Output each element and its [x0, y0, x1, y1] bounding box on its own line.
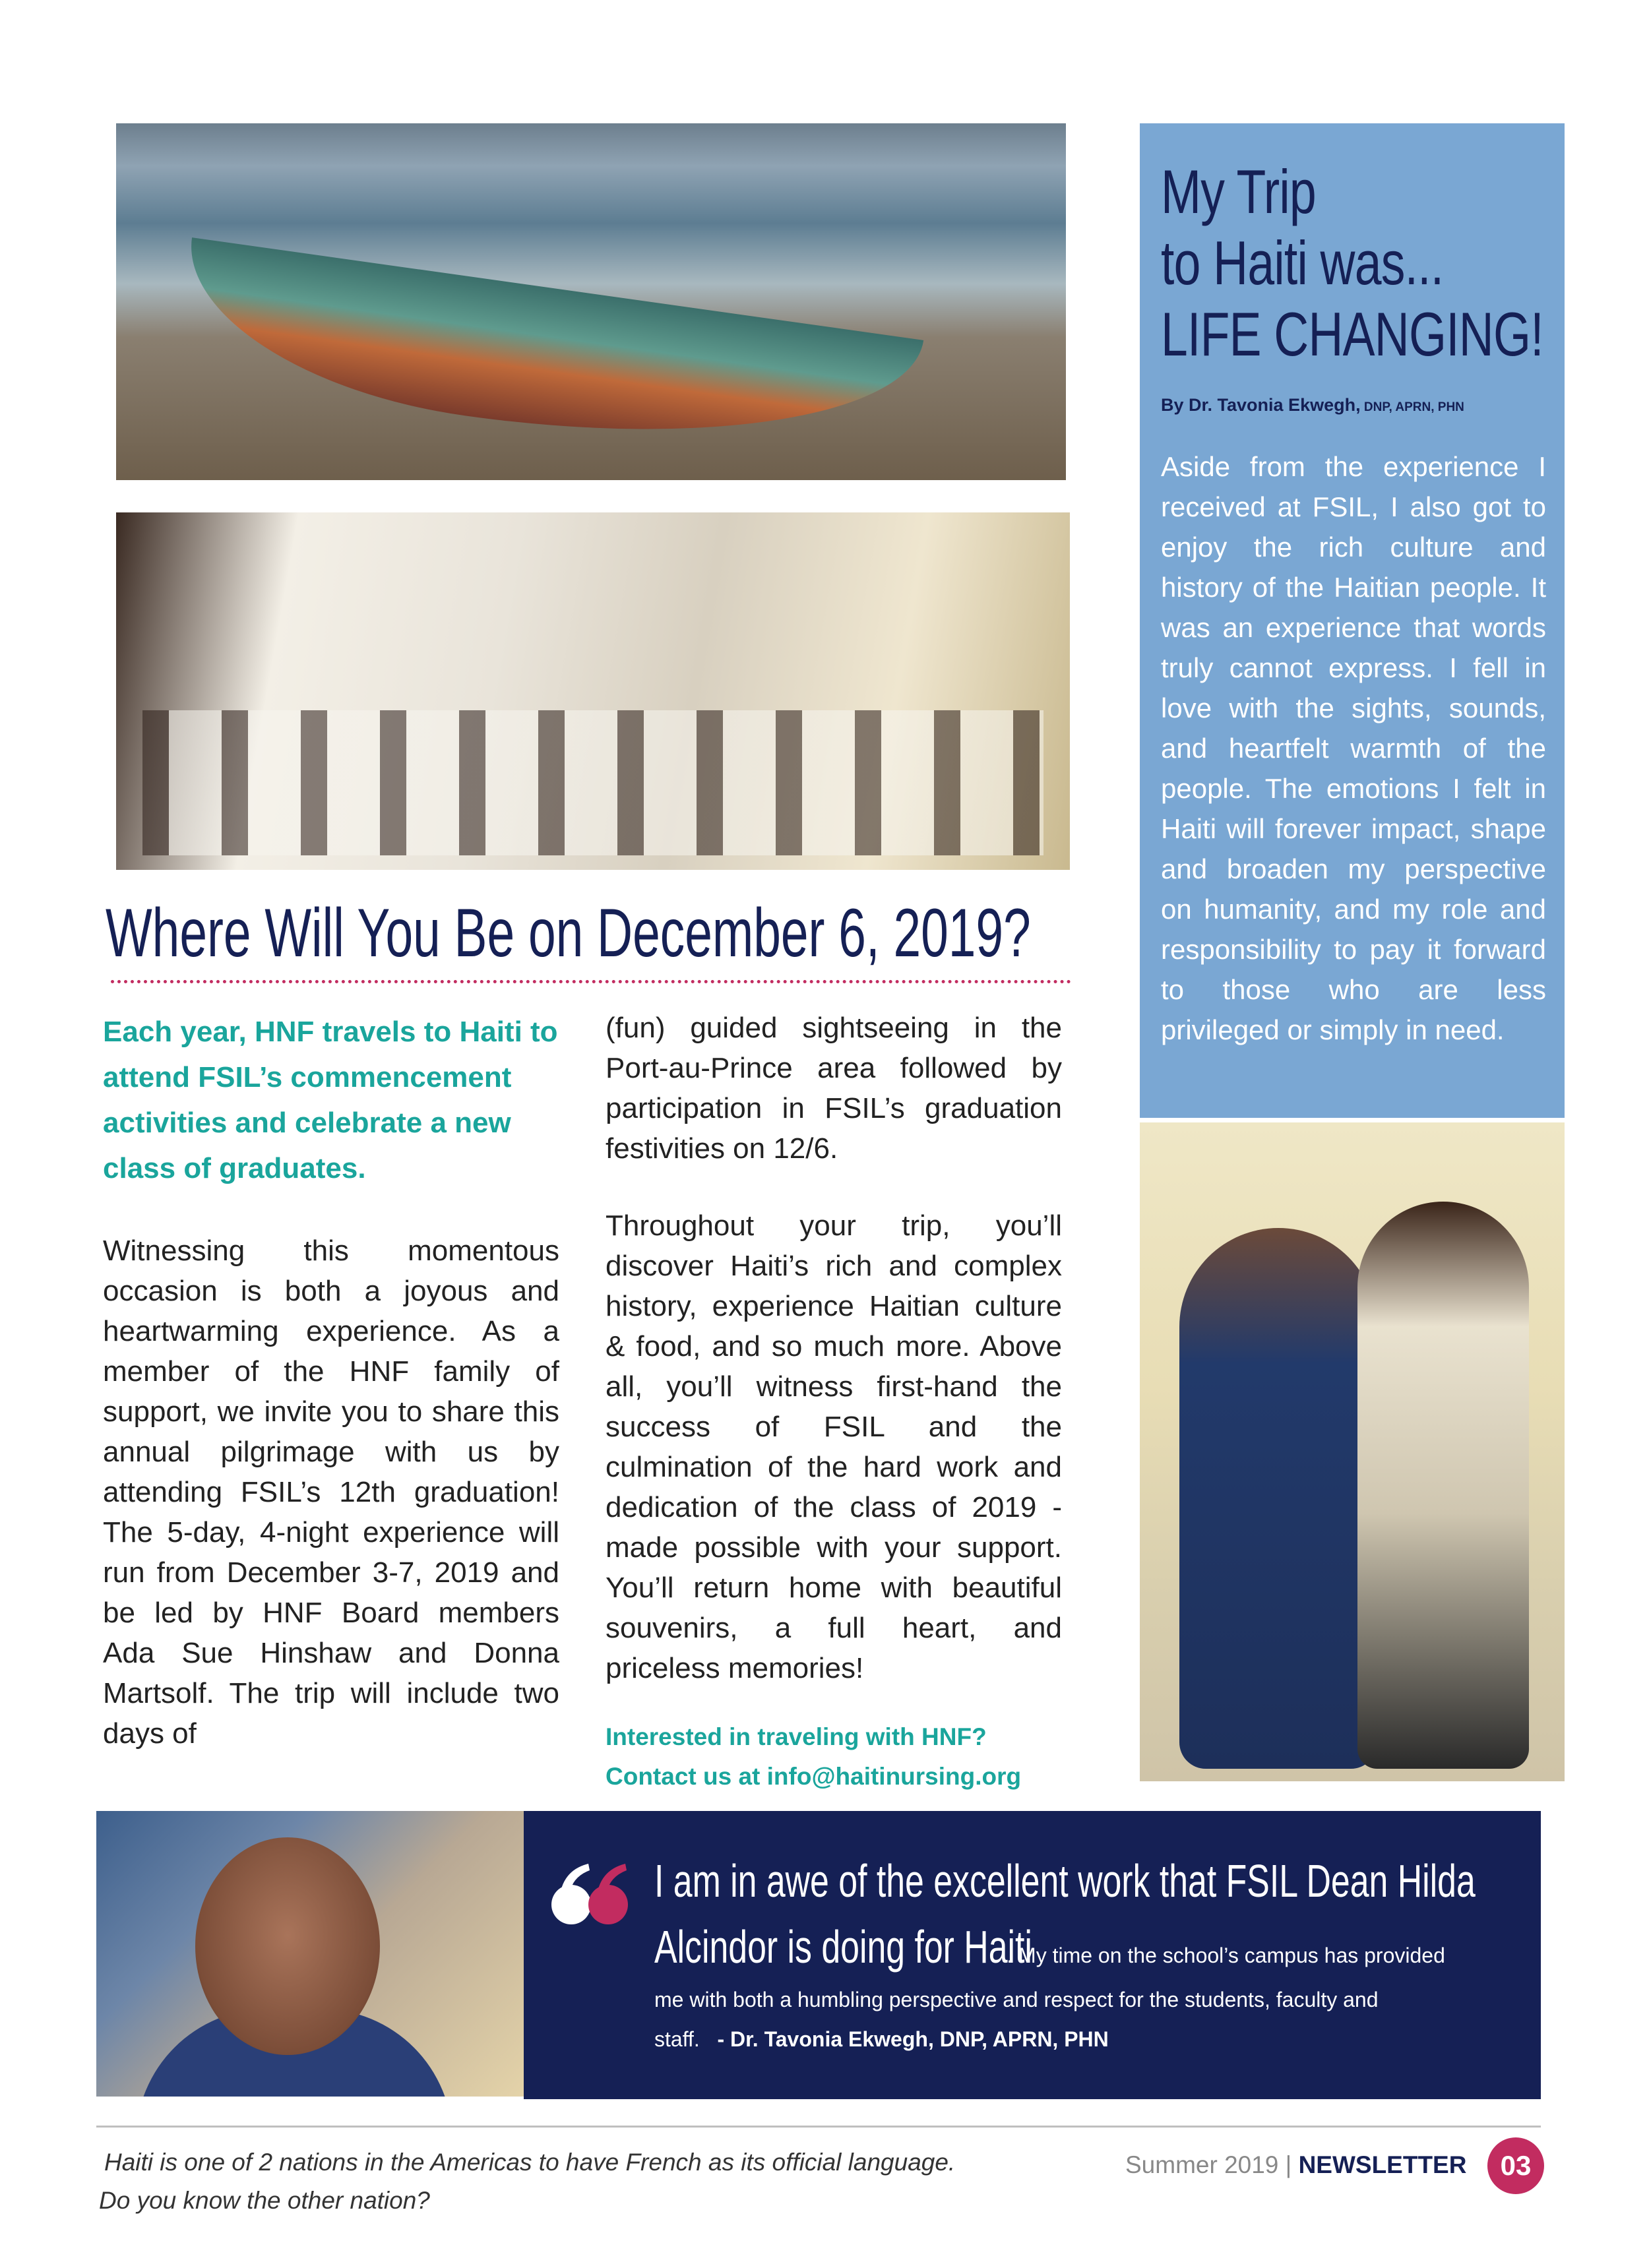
portrait-face: [195, 1837, 380, 2055]
newsletter-issue: [1125, 2151, 1466, 2179]
sidebar-title-line: to Haiti was...: [1161, 228, 1444, 297]
fact-line: Haiti is one of 2 nations in the Americas to have French as its official language.: [104, 2149, 956, 2176]
footer-fun-fact: [99, 2143, 1128, 2220]
fact-line: Do you know the other nation?: [99, 2187, 430, 2214]
fishing-boat: [173, 237, 923, 477]
footer-divider: [96, 2126, 1541, 2128]
nursing-graduates-photo: [116, 512, 1070, 870]
sidebar-panel: [1140, 123, 1565, 1118]
issue-season: Summer 2019 |: [1125, 2151, 1299, 2178]
student-figure: [1357, 1202, 1529, 1769]
article-body-left: Witnessing this momentous occasion is both a joyous and heartwarming experience. As a member of the HNF family of support, we invite you to share this annual pilgrimage with us by attending FSIL’s 12th graduation! The 5-day, 4-night experience will run from December 3-7, 2019 and be led by HNF Board members Ada Sue Hinshaw and Donna Martsolf. The trip will include two days of: [103, 1235, 559, 1750]
article-body-right-2: Throughout your trip, you’ll discover Haiti’s rich and complex history, experience Haitian culture & food, and so much more. Above all, you’ll witness first-hand the success of FSIL and the culmination of the hard work and dedication of the class of 2019 - made possible with your support. You’ll return home with beautiful souvenirs, a full heart, and priceless memories!: [606, 1210, 1062, 1684]
contact-callout: [606, 1717, 1062, 1796]
sidebar-title-line: My Trip: [1161, 157, 1316, 226]
byline-credentials: DNP, APRN, PHN: [1360, 400, 1464, 414]
quote-line: [654, 2019, 1518, 2059]
sidebar-body: Aside from the experience I received at FSIL, I also got to enjoy the rich culture and history of the Haitian people. It was an experience that words truly cannot express. I fell in love with the sights, sounds, and heartfelt warmth of the people. The emotions I felt in Haiti will forever impact, shape and broaden my perspective on humanity, and my role and responsibility to pay it forward to those who are less privileged or simply in need.: [1161, 451, 1546, 1045]
byline-author: By Dr. Tavonia Ekwegh,: [1161, 395, 1361, 415]
sidebar-byline: [1161, 395, 1464, 415]
contact-email[interactable]: Contact us at info@haitinursing.org: [606, 1763, 1022, 1790]
pull-quote: [524, 1811, 1541, 2099]
author-portrait-photo: [96, 1811, 524, 2097]
heading-divider: [111, 980, 1071, 983]
sidebar-title-line: LIFE CHANGING!: [1161, 299, 1543, 369]
quote-headline-line: I am in awe of the excellent work that FSIL Dean Hilda: [654, 1855, 1476, 1907]
author-figure: [1179, 1228, 1377, 1769]
quote-attribution: - Dr. Tavonia Ekwegh, DNP, APRN, PHN: [717, 2027, 1109, 2051]
contact-line: Interested in traveling with HNF?: [606, 1723, 987, 1750]
beach-boat-photo: [116, 123, 1066, 480]
quote-mark-icon: [550, 1858, 629, 1931]
page-number-badge: 03: [1487, 2137, 1544, 2194]
issue-label: NEWSLETTER: [1298, 2151, 1467, 2178]
article-body-right-1: (fun) guided sightseeing in the Port-au-Prince area followed by participation in FSIL’s graduation festivities on 12/6.: [606, 1012, 1062, 1165]
article-lead: Each year, HNF travels to Haiti to attend FSIL’s commencement activities and celebrate a new class of graduates.: [103, 1016, 558, 1184]
graduates-row: [142, 710, 1043, 855]
article-heading: Where Will You Be on December 6, 2019?: [106, 895, 1031, 971]
quote-line-end: staff.: [654, 2027, 700, 2051]
article-left-column: [103, 1009, 559, 1754]
quote-line: me with both a humbling perspective and respect for the students, faculty and: [654, 1988, 1379, 2011]
author-with-student-photo: [1140, 1122, 1565, 1781]
sidebar-title: [1161, 156, 1543, 370]
quote-continuation: . My time on the school’s campus has provided: [1007, 1944, 1445, 1967]
quote-text: [654, 1848, 1518, 2059]
quote-headline-line: Alcindor is doing for Haiti: [654, 1921, 1032, 1973]
article-right-column: [606, 1008, 1062, 1796]
